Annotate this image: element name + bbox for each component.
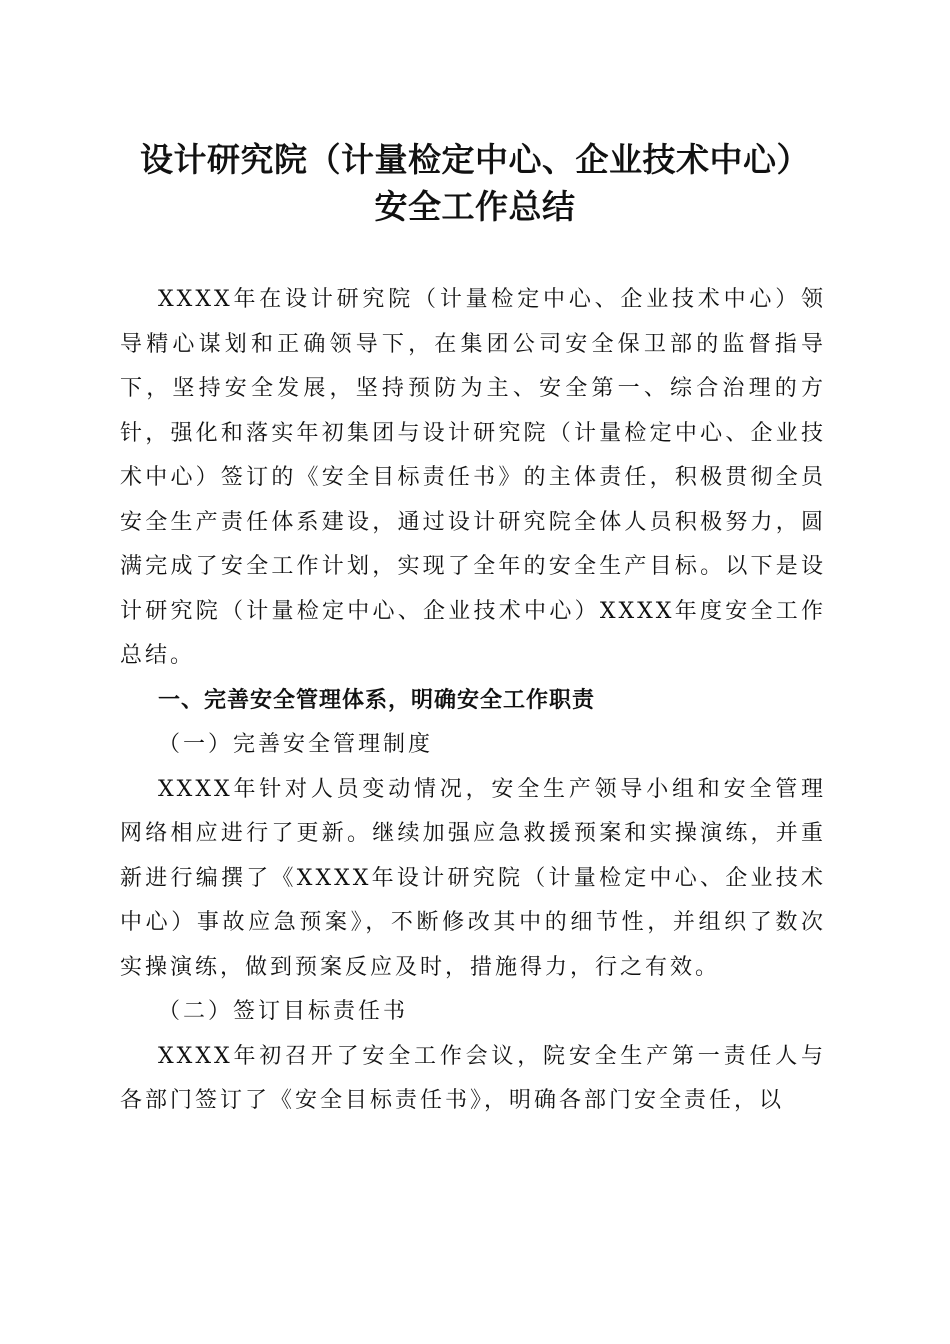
- document-title-line-2: 安全工作总结: [374, 187, 576, 226]
- subsection-2-paragraph: XXXX年初召开了安全工作会议，院安全生产第一责任人与各部门签订了《安全目标责任书》，明确各部门安全责任，以: [120, 1043, 826, 1113]
- document-body: [120, 278, 826, 1124]
- intro-paragraph: XXXX年在设计研究院（计量检定中心、企业技术中心）领导精心谋划和正确领导下，在集团公司安全保卫部的监督指导下，坚持安全发展，坚持预防为主、安全第一、综合治理的方针，强化和落实年初集团与设计研究院（计量检定中心、企业技术中心）签订的《安全目标责任书》的主体责任，积极贯彻全员安全生产责任体系建设，通过设计研究院全体人员积极努力，圆满完成了安全工作计划，实现了全年的安全生产目标。以下是设计研究院（计量检定中心、企业技术中心）XXXX年度安全工作总结。: [120, 287, 826, 668]
- subsection-1-paragraph: XXXX年针对人员变动情况，安全生产领导小组和安全管理网络相应进行了更新。继续加强应急救援预案和实操演练，并重新进行编撰了《XXXX年设计研究院（计量检定中心、企业技术中心）事故应急预案》，不断修改其中的细节性，并组织了数次实操演练，做到预案反应及时，措施得力，行之有效。: [120, 776, 826, 980]
- subsection-heading-1: （一）完善安全管理制度: [158, 732, 434, 757]
- document-title-line-1: 设计研究院（计量检定中心、企业技术中心）: [140, 140, 810, 179]
- section-heading-1: 一、完善安全管理体系，明确安全工作职责: [158, 687, 596, 713]
- subsection-heading-2: （二）签订目标责任书: [158, 999, 409, 1024]
